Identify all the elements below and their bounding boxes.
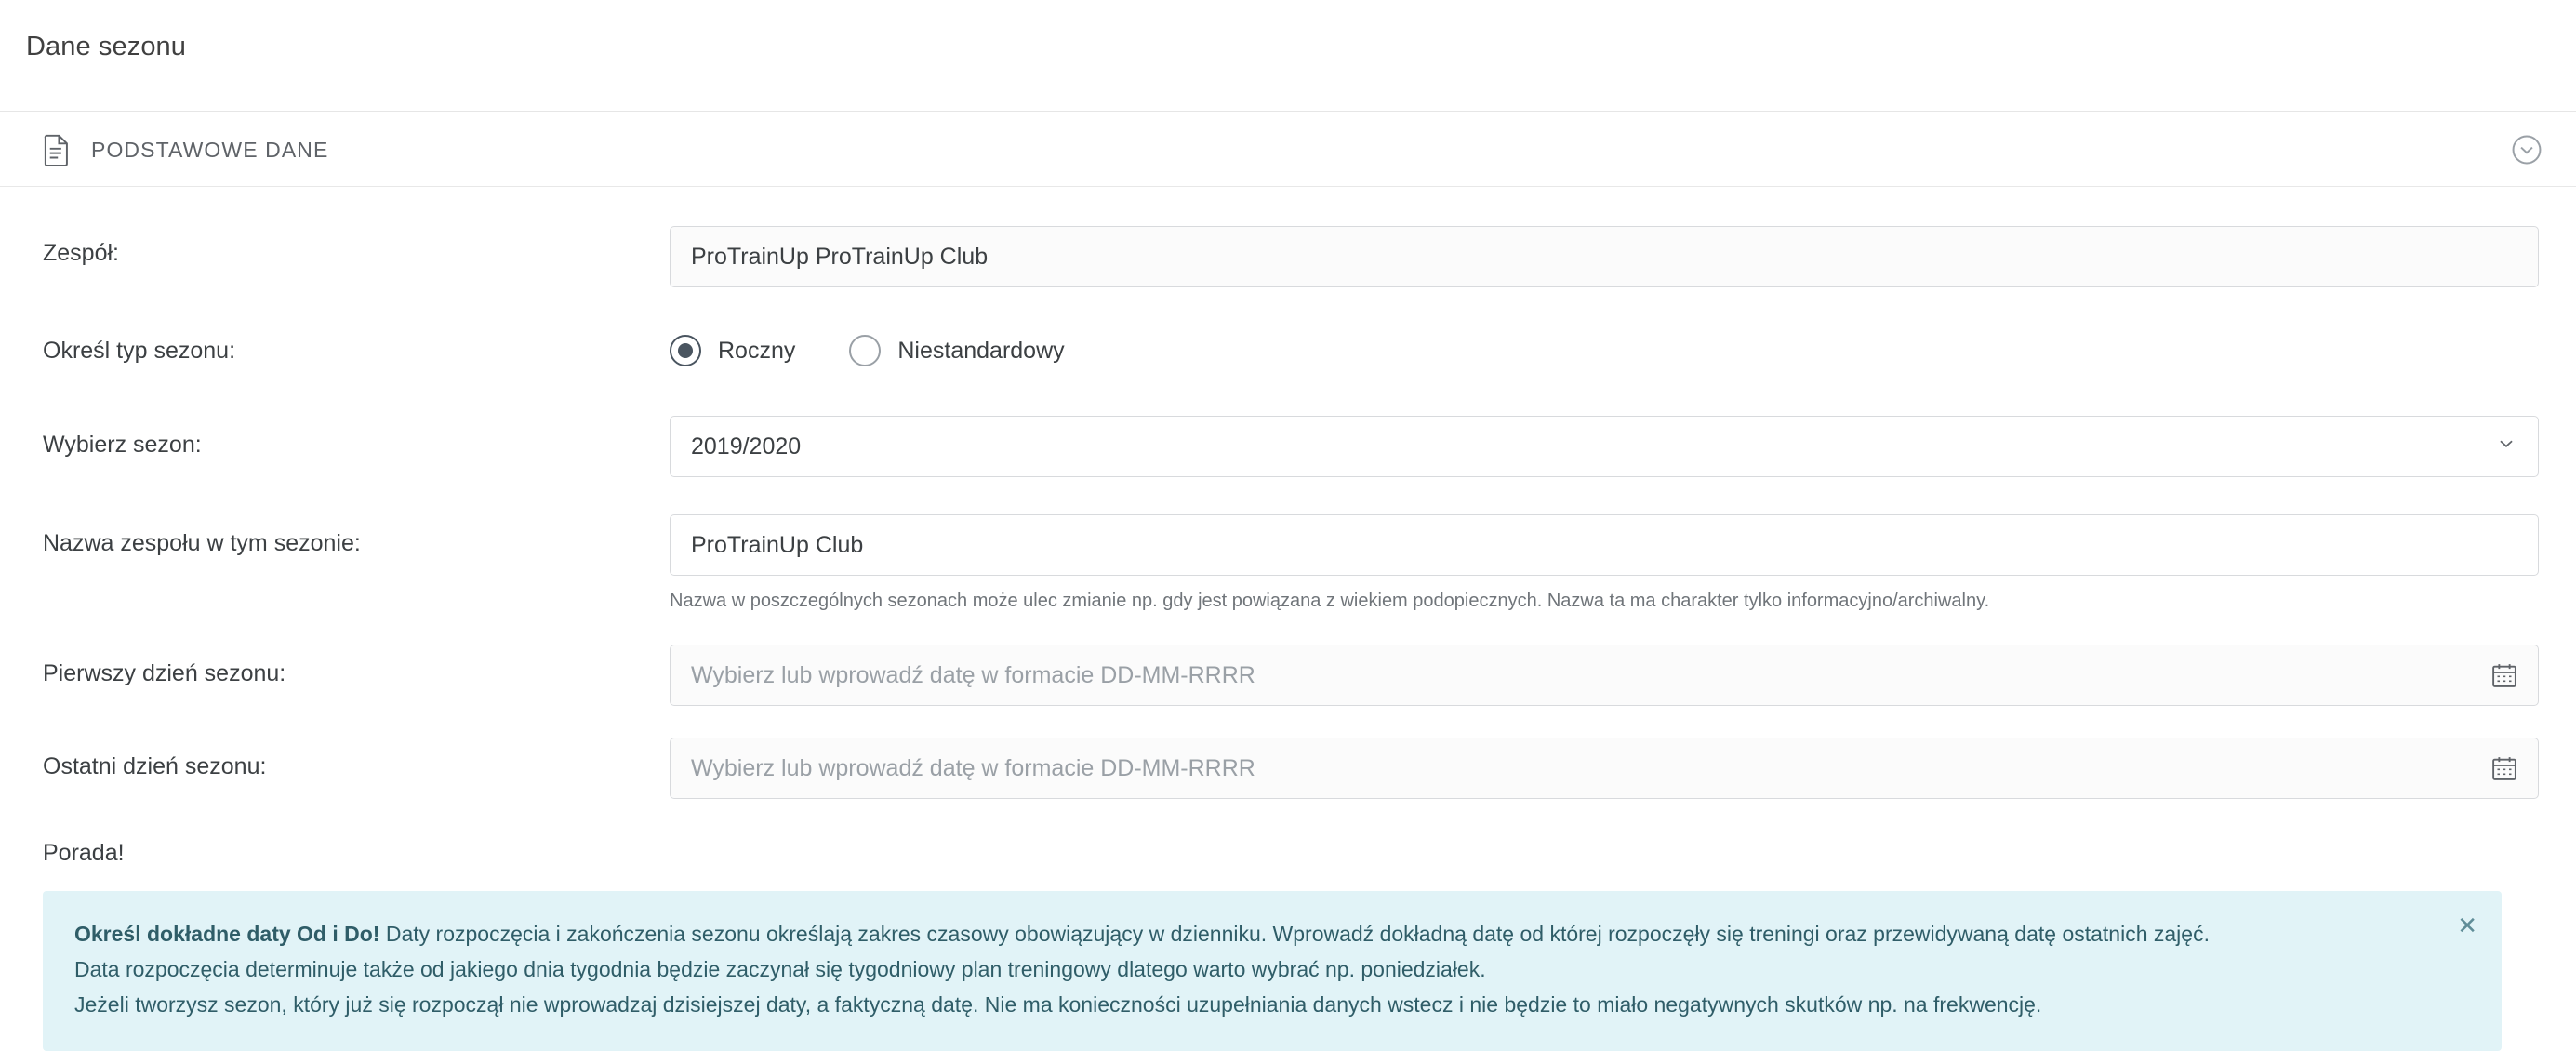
season-select-field-wrap: [670, 416, 2539, 477]
radio-roczny-icon[interactable]: [670, 335, 701, 366]
calendar-icon[interactable]: [2490, 754, 2518, 782]
row-team: [0, 226, 2539, 287]
chevron-circle-down-icon[interactable]: [2511, 134, 2543, 166]
row-last-day: [0, 738, 2539, 799]
first-day-date-wrap[interactable]: [670, 645, 2539, 706]
team-season-name-input[interactable]: ProTrainUp Club: [670, 514, 2539, 576]
document-icon: [43, 134, 71, 166]
tip-line-3: Jeżeli tworzysz sezon, który już się rozpoczął nie wprowadzaj dzisiejszej daty, a faktyczną datę. Nie ma konieczności uzupełniania danych wstecz i nie będzie to miało negatywnych skutków np. na frekwencję.: [74, 991, 2042, 1017]
close-icon[interactable]: ✕: [2457, 911, 2477, 939]
tip-lead: Określ dokładne daty Od i Do!: [74, 922, 380, 946]
tip-text-1: Daty rozpoczęcia i zakończenia sezonu określają zakres czasowy obowiązujący w dzienniku. Wprowadź dokładną datę od której rozpoczęły się treningi oraz przewidywaną datę ostatnich zajęć.: [379, 922, 2210, 946]
season-form: [0, 226, 2576, 1051]
section-title: PODSTAWOWE DANE: [91, 137, 329, 162]
season-type-field-wrap: [670, 335, 2539, 366]
section-header-basic-data: [0, 112, 2576, 187]
tip-line-2: Data rozpoczęcia determinuje także od jakiego dnia tygodnia będzie zaczynał się tygodniowy plan treningowy dlatego warto wybrać np. poniedziałek.: [74, 956, 1486, 981]
first-day-label: Pierwszy dzień sezonu:: [43, 660, 286, 686]
radio-option-niestandardowy[interactable]: [849, 335, 1064, 366]
team-field-wrap: [670, 226, 2539, 287]
season-select-wrap[interactable]: [670, 416, 2539, 477]
season-type-radio-group: [670, 335, 2539, 366]
team-label: Zespół:: [43, 240, 119, 266]
tip-heading: Porada!: [43, 840, 125, 866]
radio-niestandardowy-icon[interactable]: [849, 335, 881, 366]
row-season-type: [0, 325, 2539, 377]
row-season-select: [0, 416, 2539, 477]
row-first-day: [0, 645, 2539, 706]
radio-option-roczny[interactable]: [670, 335, 795, 366]
row-team-season-name: [0, 514, 2539, 613]
page-title: Dane sezonu: [26, 32, 186, 61]
basic-data-card: [0, 111, 2576, 1051]
last-day-field-wrap: [670, 738, 2539, 799]
first-day-input[interactable]: Wybierz lub wprowadź datę w formacie DD-MM-RRRR: [670, 645, 2539, 706]
radio-roczny-label: Roczny: [718, 337, 796, 364]
last-day-input[interactable]: Wybierz lub wprowadź datę w formacie DD-MM-RRRR: [670, 738, 2539, 799]
team-season-name-field-wrap: [670, 514, 2539, 613]
radio-niestandardowy-label: Niestandardowy: [897, 337, 1065, 364]
team-season-name-hint: Nazwa w poszczególnych sezonach może ulec zmianie np. gdy jest powiązana z wiekiem podopiecznych. Nazwa ta ma charakter tylko informacyjno/archiwalny.: [670, 591, 1990, 611]
calendar-icon[interactable]: [2490, 661, 2518, 689]
season-type-label: Określ typ sezonu:: [43, 338, 236, 364]
team-season-name-label: Nazwa zespołu w tym sezonie:: [43, 530, 361, 556]
season-select-label: Wybierz sezon:: [43, 432, 202, 458]
last-day-label: Ostatni dzień sezonu:: [43, 753, 267, 779]
team-input[interactable]: ProTrainUp ProTrainUp Club: [670, 226, 2539, 287]
season-select[interactable]: 2019/2020: [670, 416, 2539, 477]
first-day-field-wrap: [670, 645, 2539, 706]
tip-line-1: [74, 917, 2470, 952]
tip-banner: [43, 891, 2502, 1051]
last-day-date-wrap[interactable]: [670, 738, 2539, 799]
